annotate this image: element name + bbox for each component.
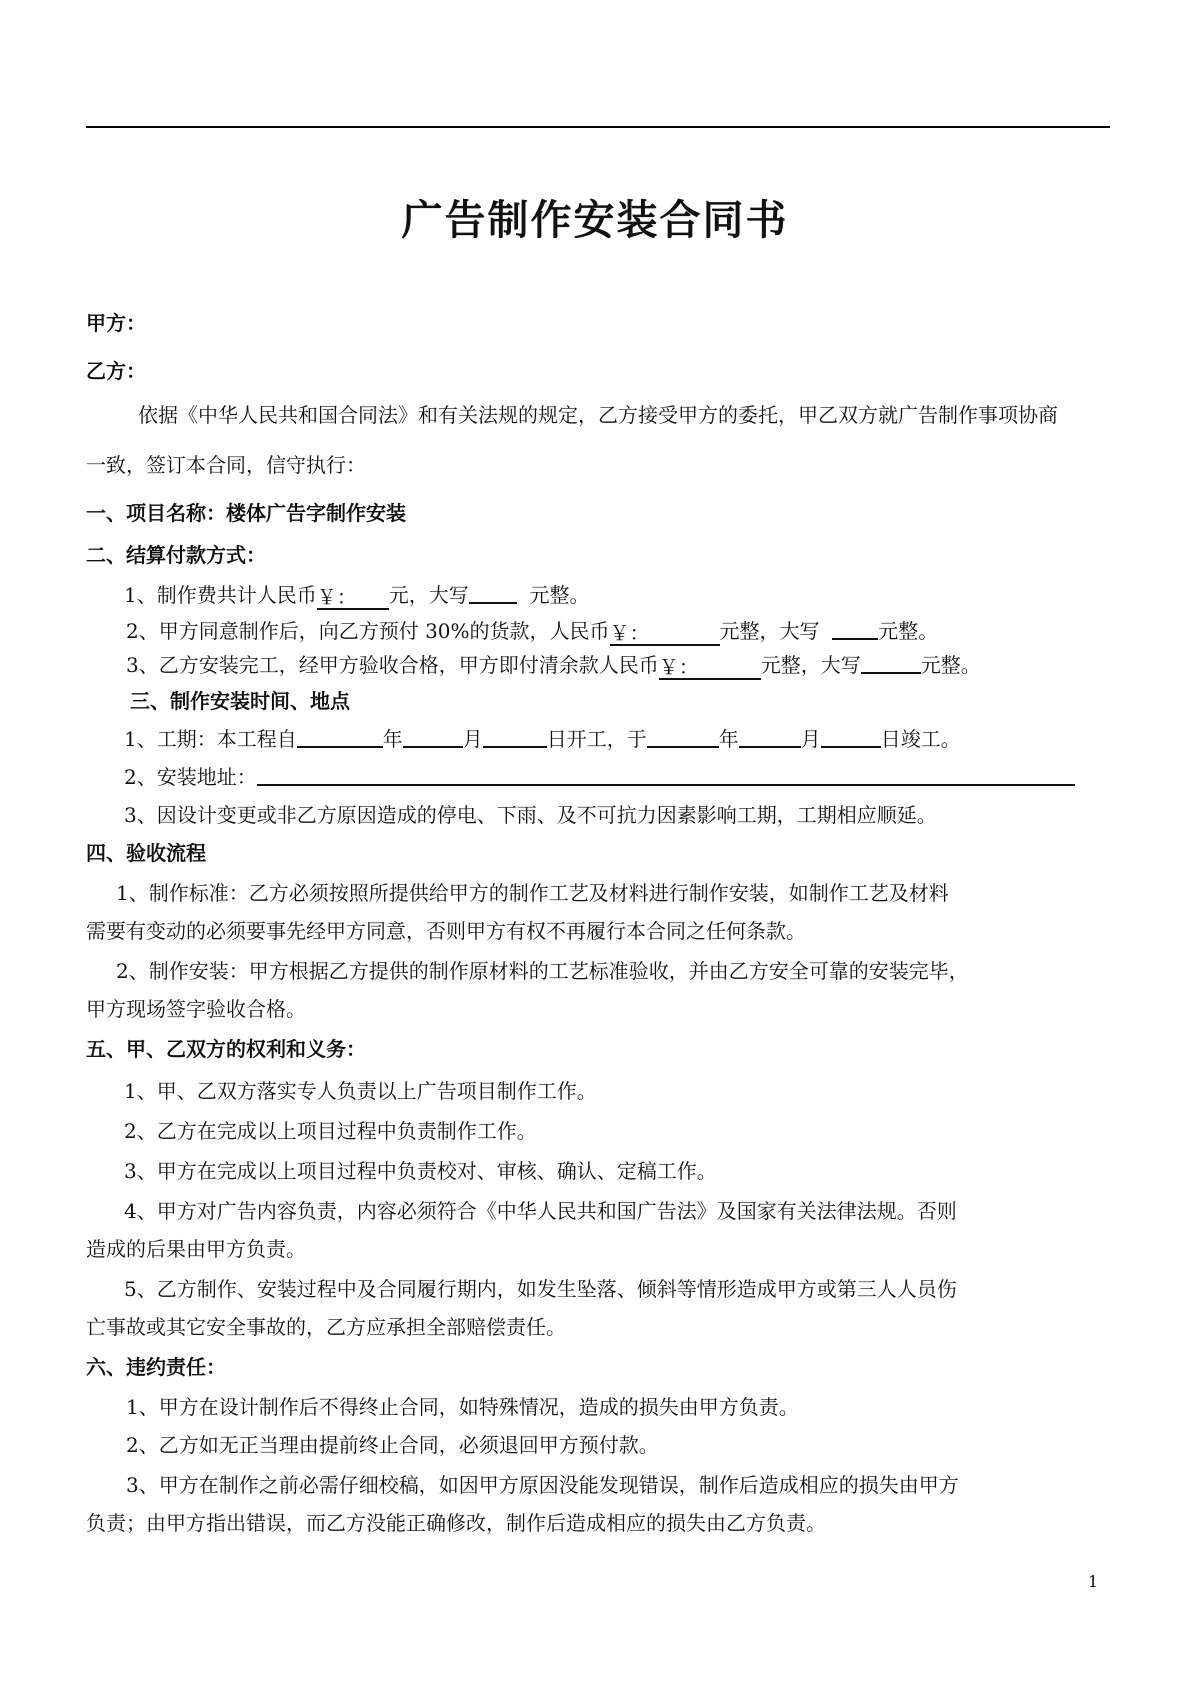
payment-item-2: [126, 614, 938, 648]
end-label: 日竣工。: [880, 727, 961, 751]
payment-1-words-label: 元，大写: [388, 583, 469, 607]
end-year-blank: [647, 724, 719, 748]
year-label: 年: [382, 727, 403, 751]
payment-3-words-label: 元整，大写: [760, 653, 861, 677]
liability-item-3-line-1: 3、甲方在制作之前必需仔细校稿，如因甲方原因没能发现错误，制作后造成相应的损失由甲方: [126, 1473, 959, 1497]
payment-3-text: 3、乙方安装完工，经甲方验收合格，甲方即付清余款人民币: [126, 653, 659, 677]
payment-3-suffix: 元整。: [920, 653, 981, 677]
liability-item-3-line-2: 负责；由甲方指出错误，而乙方没能正确修改，制作后造成相应的损失由乙方负责。: [86, 1511, 826, 1535]
payment-2-suffix: 元整。: [878, 619, 939, 643]
yen-label: ￥：: [316, 585, 357, 609]
document-title: 广告制作安装合同书: [401, 196, 789, 244]
payment-2-amount-blank: [610, 622, 720, 646]
payment-2-words-label: 元整，大写: [719, 619, 820, 643]
address-blank: [257, 762, 1075, 786]
payment-1-suffix: 元整。: [529, 583, 590, 607]
schedule-item-2: [124, 760, 1075, 794]
start-label: 日开工，于: [546, 727, 647, 751]
payment-2-words-blank: [832, 616, 878, 640]
intro-line-1: 依据《中华人民共和国合同法》和有关法规的规定，乙方接受甲方的委托，甲乙双方就广告制作事项协商: [138, 403, 1058, 427]
start-day-blank: [483, 724, 547, 748]
rights-item-5-line-1: 5、乙方制作、安装过程中及合同履行期内，如发生坠落、倾斜等情形造成甲方或第三人人员伤: [124, 1277, 957, 1301]
payment-2-text: 2、甲方同意制作后，向乙方预付 30%的货款，人民币: [126, 619, 610, 643]
section-1-heading: 一、项目名称：楼体广告字制作安装: [86, 501, 406, 525]
section-6-heading: 六、违约责任：: [86, 1355, 226, 1379]
yen-label: ￥：: [609, 621, 650, 645]
rights-item-4-line-2: 造成的后果由甲方负责。: [86, 1237, 306, 1261]
end-day-blank: [821, 724, 881, 748]
party-a-label: 甲方：: [86, 311, 146, 335]
rights-item-1: 1、甲、乙双方落实专人负责以上广告项目制作工作。: [124, 1079, 597, 1103]
yen-label: ￥：: [658, 655, 699, 679]
month-label: 月: [800, 727, 821, 751]
schedule-text: 1、工期：本工程自: [124, 727, 297, 751]
payment-1-text: 1、制作费共计人民币: [124, 583, 317, 607]
address-label: 2、安装地址：: [124, 765, 257, 789]
payment-1-words-blank: [469, 580, 517, 604]
payment-3-amount-blank: [659, 656, 761, 680]
rights-item-2: 2、乙方在完成以上项目过程中负责制作工作。: [124, 1119, 537, 1143]
acceptance-1-line-2: 需要有变动的必须要事先经甲方同意，否则甲方有权不再履行本合同之任何条款。: [86, 919, 806, 943]
payment-1-amount-blank: [317, 586, 389, 610]
liability-item-1: 1、甲方在设计制作后不得终止合同，如特殊情况，造成的损失由甲方负责。: [126, 1395, 799, 1419]
start-year-blank: [297, 724, 383, 748]
schedule-item-3: 3、因设计变更或非乙方原因造成的停电、下雨、及不可抗力因素影响工期，工期相应顺延。: [124, 803, 937, 827]
schedule-item-1: [124, 722, 961, 756]
section-3-heading: 三、制作安装时间、地点: [130, 689, 350, 713]
rights-item-4-line-1: 4、甲方对广告内容负责，内容必须符合《中华人民共和国广告法》及国家有关法律法规。否则: [124, 1199, 957, 1223]
rights-item-5-line-2: 亡事故或其它安全事故的，乙方应承担全部赔偿责任。: [86, 1315, 566, 1339]
acceptance-2-line-1: 2、制作安装：甲方根据乙方提供的制作原材料的工艺标准验收，并由乙方安全可靠的安装完毕，: [116, 959, 969, 983]
year-label: 年: [718, 727, 739, 751]
start-month-blank: [403, 724, 463, 748]
rights-item-3: 3、甲方在完成以上项目过程中负责校对、审核、确认、定稿工作。: [124, 1159, 717, 1183]
party-b-label: 乙方：: [86, 359, 146, 383]
month-label: 月: [462, 727, 483, 751]
section-4-heading: 四、验收流程: [86, 841, 206, 865]
header-rule: [86, 126, 1110, 128]
end-month-blank: [739, 724, 801, 748]
acceptance-2-line-2: 甲方现场签字验收合格。: [86, 997, 306, 1021]
section-5-heading: 五、甲、乙双方的权利和义务：: [86, 1037, 366, 1061]
payment-item-3: [126, 648, 981, 682]
intro-line-2: 一致，签订本合同，信守执行：: [86, 453, 366, 477]
page-number: 1: [1088, 1572, 1099, 1591]
acceptance-1-line-1: 1、制作标准：乙方必须按照所提供给甲方的制作工艺及材料进行制作安装，如制作工艺及材料: [116, 881, 949, 905]
payment-item-1: [124, 578, 589, 612]
liability-item-2: 2、乙方如无正当理由提前终止合同，必须退回甲方预付款。: [126, 1433, 659, 1457]
payment-3-words-blank: [861, 650, 921, 674]
section-2-heading: 二、结算付款方式：: [86, 543, 266, 567]
